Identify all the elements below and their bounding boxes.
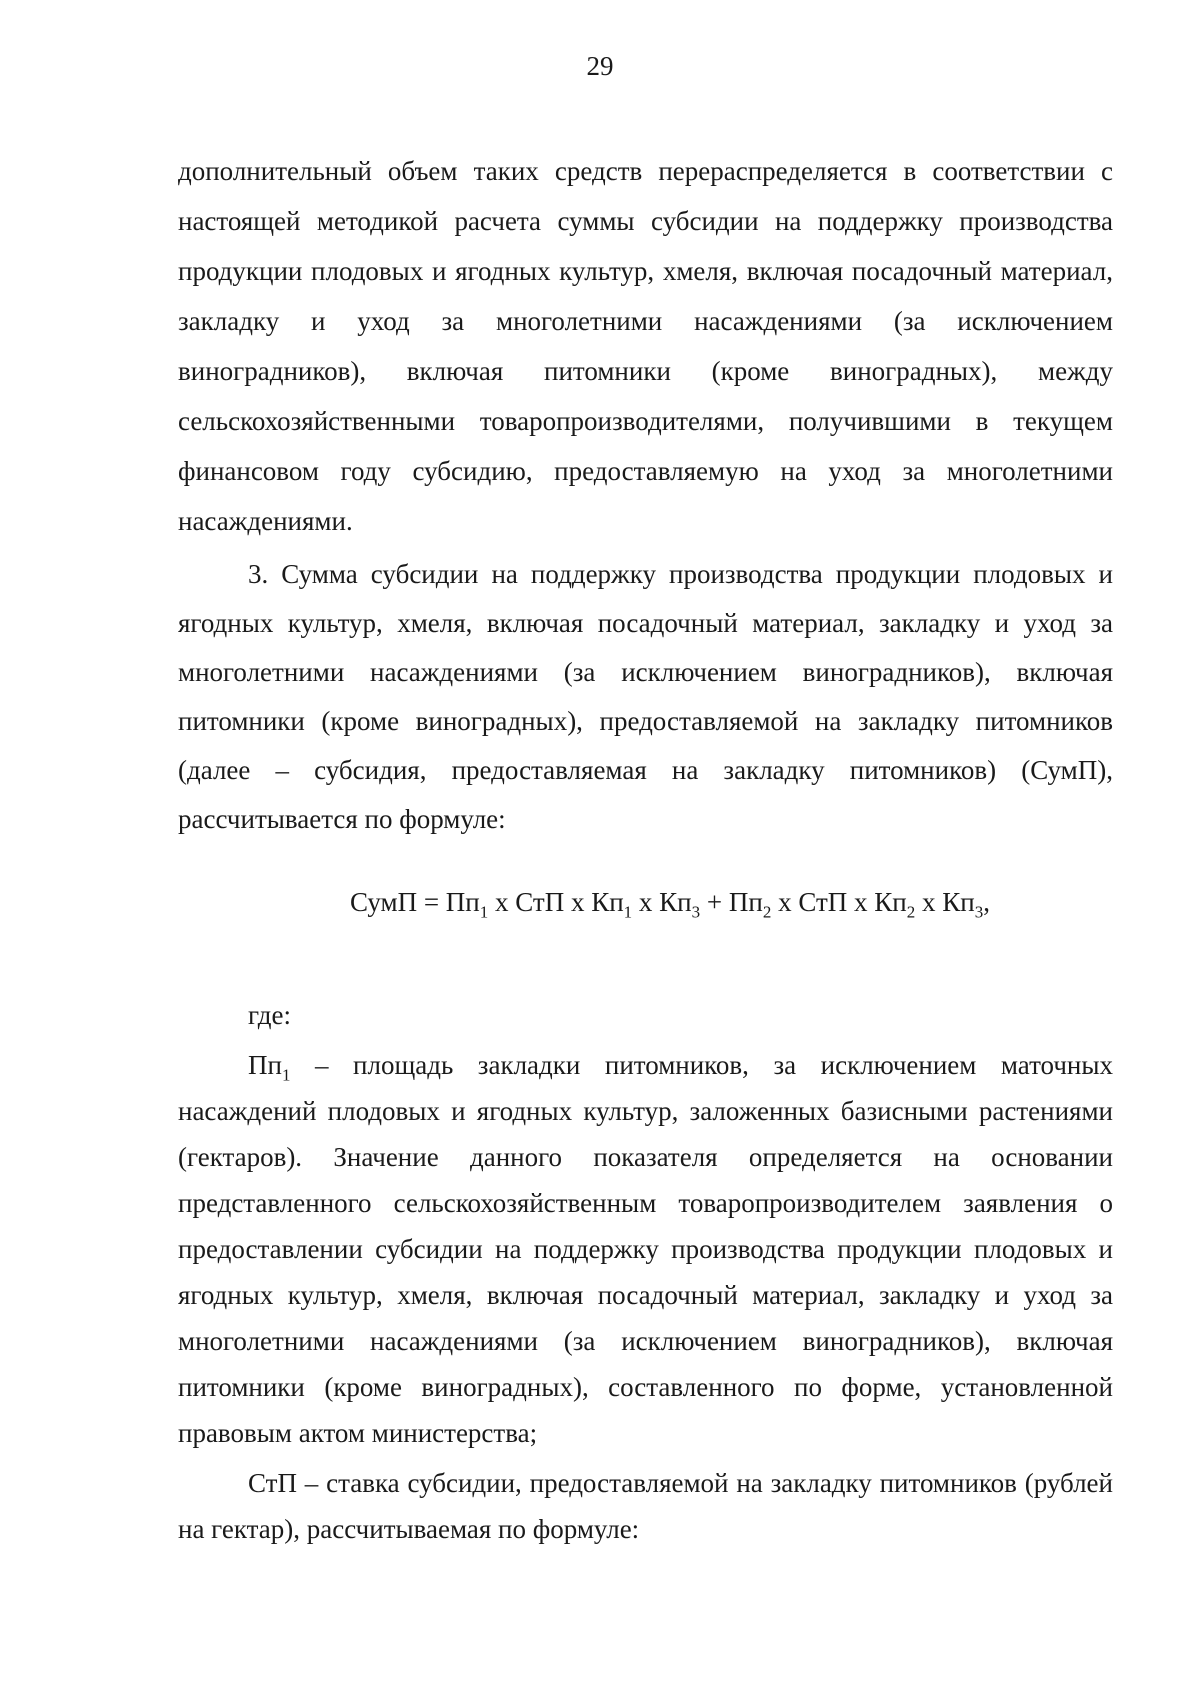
page-number: 29 <box>586 51 614 81</box>
definition-pp1 <box>178 1042 1113 1456</box>
formula-subscript: 3 <box>974 902 984 922</box>
formula-part: х Кп <box>632 887 692 917</box>
formula-part: х Кп <box>915 887 975 917</box>
paragraph-item-3: 3. Сумма субсидии на поддержку производства продукции плодовых и ягодных культур, хмеля, включая посадочный материал, закладку и уход за многолетними насаждениями (за исключением виноградников), включая питомники (кроме виноградных), предоставляемой на закладку питомников (далее – субсидия, предоставляемая на закладку питомников) (СумП), рассчитывается по формуле: <box>178 559 1113 834</box>
formula-subscript: 2 <box>762 902 772 922</box>
document-body <box>178 146 1113 1552</box>
formula-subscript: 1 <box>479 902 489 922</box>
where-label: где: <box>248 1000 291 1030</box>
formula-subscript: 3 <box>691 902 701 922</box>
pp1-definition: – площадь закладки питомников, за исключением маточных насаждений плодовых и ягодных культур, заложенных базисными растениями (гектаров). Значение данного показателя определяется на основании представленного сельскохозяйственным товаропроизводителем заявления о предоставлении субсидии на поддержку производства продукции плодовых и ягодных культур, хмеля, включая посадочный материал, закладку и уход за многолетними насаждениями (за исключением виноградников), включая питомники (кроме виноградных), составленного по форме, установленной правовым актом министерства; <box>178 1050 1113 1448</box>
formula-part: СумП = Пп <box>350 887 480 917</box>
formula-subscript: 2 <box>906 902 916 922</box>
formula-part: х СтП х Кп <box>488 887 624 917</box>
formula-subscript: 1 <box>623 902 633 922</box>
formula-sump <box>178 882 1113 922</box>
paragraph-continuation: дополнительный объем таких средств перераспределяется в соответствии с настоящей методикой расчета суммы субсидии на поддержку производства продукции плодовых и ягодных культур, хмеля, включая посадочный материал, закладку и уход за многолетними насаждениями (за исключением виноградников), включая питомники (кроме виноградных), между сельскохозяйственными товаропроизводителями, получившими в текущем финансовом году субсидию, предоставляемую на уход за многолетними насаждениями. <box>178 156 1113 536</box>
formula-part: х СтП х Кп <box>771 887 907 917</box>
pp1-subscript: 1 <box>281 1065 291 1085</box>
formula-part: + Пп <box>700 887 763 917</box>
definition-stp: СтП – ставка субсидии, предоставляемой на закладку питомников (рублей на гектар), рассчитываемая по формуле: <box>178 1468 1113 1544</box>
formula-part: , <box>983 887 990 917</box>
pp1-symbol: Пп <box>248 1050 282 1080</box>
